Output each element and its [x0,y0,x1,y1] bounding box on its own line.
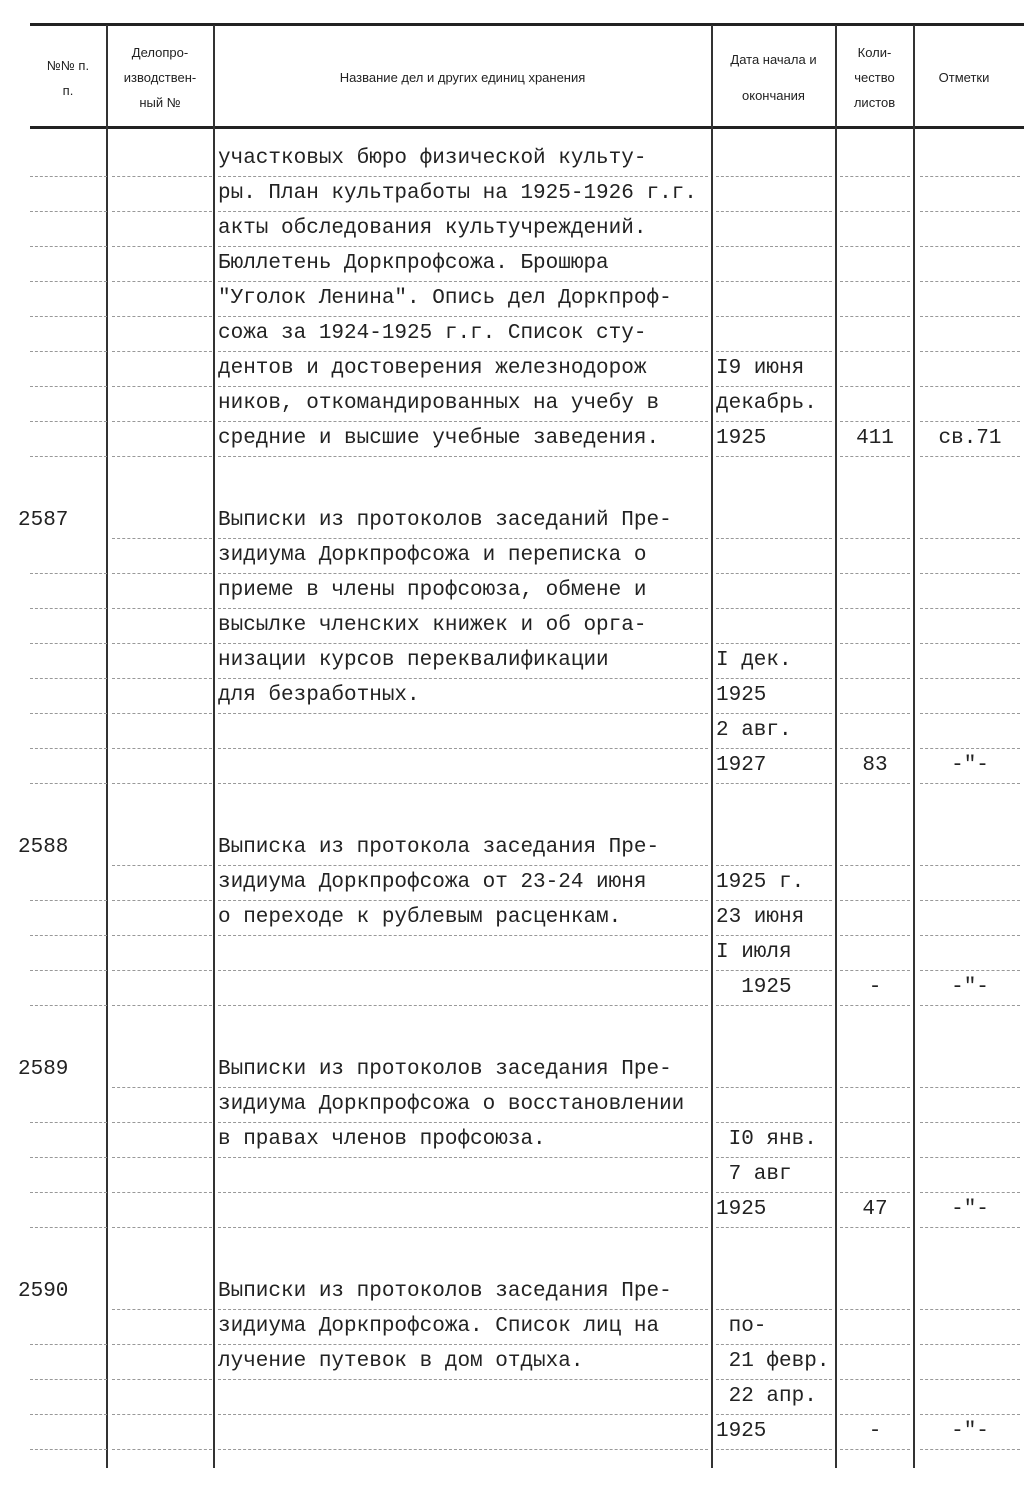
sheets-count [840,644,910,679]
sheets-count [840,177,910,212]
table-row [0,866,1024,901]
notes-cell: -"- [920,749,1020,784]
date-cell: I июля [716,936,832,971]
notes-cell [920,936,1020,971]
table-row [0,247,1024,282]
office-number-cell [112,1380,212,1415]
date-cell [716,1053,832,1088]
table-row [0,504,1024,539]
office-number-cell [112,317,212,352]
header-bottom-rule [30,126,1024,129]
entry-number [30,609,107,644]
date-cell [716,539,832,574]
date-cell: 1927 [716,749,832,784]
table-row [0,971,1024,1006]
date-cell: 7 авг [716,1158,832,1193]
description-line: низации курсов переквалификации [218,644,708,679]
notes-cell [920,539,1020,574]
notes-cell [920,644,1020,679]
entry-number [30,247,107,282]
date-cell: 22 апр. [716,1380,832,1415]
header-office-number [107,30,213,125]
sheets-count [840,1310,910,1345]
office-number-cell [112,901,212,936]
table-row [0,1415,1024,1450]
description-line [218,1158,708,1193]
header-dates-label: Дата начала и окончания [730,51,817,103]
table-row [0,714,1024,749]
notes-cell [920,1123,1020,1158]
table-row [0,212,1024,247]
table-row [0,936,1024,971]
sheets-count [840,212,910,247]
office-number-cell [112,831,212,866]
notes-cell [920,1380,1020,1415]
office-number-cell [112,971,212,1006]
sheets-count [840,142,910,177]
sheets-count [840,714,910,749]
date-cell [716,282,832,317]
notes-cell [920,1053,1020,1088]
entry-number [30,1345,107,1380]
date-cell: I0 янв. [716,1123,832,1158]
entry-number [30,1380,107,1415]
description-line [218,1380,708,1415]
table-row [0,1193,1024,1228]
description-line: средние и высшие учебные заведения. [218,422,708,457]
office-number-cell [112,422,212,457]
office-number-cell [112,212,212,247]
inventory-entry [0,831,1024,1006]
date-cell: декабрь. [716,387,832,422]
description-line: Выписки из протоколов заседания Пре- [218,1053,708,1088]
header-sheets-label: Коли- чество листов [853,45,896,110]
entry-number [30,1158,107,1193]
date-cell: 1925 [716,971,832,1006]
entry-number [30,901,107,936]
table-row [0,1275,1024,1310]
office-number-cell [112,644,212,679]
notes-cell: св.71 [920,422,1020,457]
notes-cell [920,679,1020,714]
table-row [0,317,1024,352]
sheets-count [840,504,910,539]
entry-number [30,866,107,901]
entry-number [30,971,107,1006]
description-line [218,714,708,749]
table-row [0,679,1024,714]
entry-number: 2587 [18,509,69,532]
inventory-entry [0,142,1024,457]
description-line: Выписки из протоколов заседания Пре- [218,1275,708,1310]
notes-cell [920,609,1020,644]
date-cell [716,212,832,247]
date-cell: 21 февр. [716,1345,832,1380]
sheets-count [840,1123,910,1158]
header-number [30,30,106,125]
header-number-label: №№ п. п. [46,57,90,98]
header-title-label: Название дел и других единиц хранения [339,70,586,85]
office-number-cell [112,142,212,177]
sheets-count [840,609,910,644]
sheets-count [840,282,910,317]
date-cell: 23 июня [716,901,832,936]
sheets-count: 47 [840,1193,910,1228]
table-row [0,387,1024,422]
sheets-count: - [840,1415,910,1450]
header-title [214,30,711,125]
table-row [0,1310,1024,1345]
notes-cell [920,1088,1020,1123]
office-number-cell [112,936,212,971]
header-dates [712,30,835,125]
date-cell [716,142,832,177]
sheets-count [840,574,910,609]
description-line: высылке членских книжек и об орга- [218,609,708,644]
description-line: зидиума Доркпрофсожа от 23-24 июня [218,866,708,901]
date-cell [716,609,832,644]
date-cell: 1925 [716,1193,832,1228]
office-number-cell [112,714,212,749]
header-notes [914,30,1014,125]
description-line: Выписки из протоколов заседаний Пре- [218,504,708,539]
office-number-cell [112,539,212,574]
sheets-count [840,352,910,387]
date-cell: 1925 [716,422,832,457]
entry-number [30,142,107,177]
sheets-count [840,679,910,714]
description-line: зидиума Доркпрофсожа о восстановлении [218,1088,708,1123]
description-line: в правах членов профсоюза. [218,1123,708,1158]
office-number-cell [112,1275,212,1310]
description-line: для безработных. [218,679,708,714]
date-cell: по- [716,1310,832,1345]
table-row [0,1088,1024,1123]
office-number-cell [112,352,212,387]
office-number-cell [112,1415,212,1450]
office-number-cell [112,609,212,644]
notes-cell [920,714,1020,749]
date-cell [716,317,832,352]
office-number-cell [112,866,212,901]
office-number-cell [112,1088,212,1123]
date-cell: 1925 г. [716,866,832,901]
header-notes-label: Отметки [938,70,990,85]
header-office-number-label: Делопро- изводствен- ный № [123,45,197,110]
office-number-cell [112,574,212,609]
entry-number [30,1415,107,1450]
description-line [218,936,708,971]
sheets-count [840,1088,910,1123]
notes-cell [920,212,1020,247]
entry-number [30,574,107,609]
description-line: "Уголок Ленина". Опись дел Доркпроф- [218,282,708,317]
notes-cell [920,352,1020,387]
sheets-count: 411 [840,422,910,457]
inventory-body [0,142,1024,1497]
notes-cell: -"- [920,1193,1020,1228]
date-cell: 1925 [716,679,832,714]
description-line [218,1193,708,1228]
table-row [0,352,1024,387]
entry-number [30,679,107,714]
notes-cell [920,1345,1020,1380]
entry-number [30,1123,107,1158]
description-line: ры. План культработы на 1925-1926 г.г. [218,177,708,212]
entry-number [30,1310,107,1345]
table-row [0,574,1024,609]
sheets-count [840,1053,910,1088]
office-number-cell [112,1345,212,1380]
notes-cell [920,177,1020,212]
table-row [0,901,1024,936]
table-row [0,749,1024,784]
date-cell: 1925 [716,1415,832,1450]
date-cell [716,1275,832,1310]
entry-number: 2588 [18,836,69,859]
description-line [218,1415,708,1450]
description-line: ников, откомандированных на учебу в [218,387,708,422]
table-row [0,142,1024,177]
entry-number [30,539,107,574]
sheets-count [840,1158,910,1193]
table-row [0,1053,1024,1088]
notes-cell [920,282,1020,317]
office-number-cell [112,1193,212,1228]
sheets-count [840,1380,910,1415]
sheets-count [840,901,910,936]
notes-cell: -"- [920,1415,1020,1450]
description-line [218,749,708,784]
entry-number [30,177,107,212]
notes-cell: -"- [920,971,1020,1006]
sheets-count [840,1345,910,1380]
date-cell: 2 авг. [716,714,832,749]
notes-cell [920,574,1020,609]
notes-cell [920,387,1020,422]
description-line: зидиума Доркпрофсожа. Список лиц на [218,1310,708,1345]
inventory-entry [0,1053,1024,1228]
office-number-cell [112,504,212,539]
office-number-cell [112,247,212,282]
description-line: сожа за 1924-1925 г.г. Список сту- [218,317,708,352]
table-row [0,1123,1024,1158]
description-line: о переходе к рублевым расценкам. [218,901,708,936]
office-number-cell [112,1053,212,1088]
notes-cell [920,901,1020,936]
office-number-cell [112,387,212,422]
date-cell: I дек. [716,644,832,679]
inventory-entry [0,1275,1024,1450]
table-row [0,831,1024,866]
notes-cell [920,317,1020,352]
description-line [218,971,708,1006]
sheets-count: 83 [840,749,910,784]
sheets-count [840,866,910,901]
inventory-entry [0,504,1024,784]
description-line: участковых бюро физической культу- [218,142,708,177]
sheets-count [840,247,910,282]
office-number-cell [112,177,212,212]
entry-number [30,714,107,749]
entry-number [30,1193,107,1228]
entry-number [30,749,107,784]
entry-number [30,644,107,679]
date-cell [716,831,832,866]
entry-number [30,387,107,422]
entry-number [30,422,107,457]
date-cell: I9 июня [716,352,832,387]
description-line: Бюллетень Доркпрофсожа. Брошюра [218,247,708,282]
sheets-count [840,1275,910,1310]
sheets-count [840,831,910,866]
description-line: дентов и достоверения железнодорож [218,352,708,387]
notes-cell [920,1310,1020,1345]
date-cell [716,574,832,609]
sheets-count [840,387,910,422]
entry-number: 2589 [18,1058,69,1081]
table-row [0,422,1024,457]
sheets-count [840,317,910,352]
notes-cell [920,247,1020,282]
entry-number [30,317,107,352]
header-sheets [836,30,913,125]
sheets-count: - [840,971,910,1006]
description-line: лучение путевок в дом отдыха. [218,1345,708,1380]
sheets-count [840,936,910,971]
entry-number [30,936,107,971]
table-row [0,1380,1024,1415]
office-number-cell [112,1158,212,1193]
date-cell [716,247,832,282]
date-cell [716,177,832,212]
office-number-cell [112,1123,212,1158]
notes-cell [920,1275,1020,1310]
description-line: зидиума Доркпрофсожа и переписка о [218,539,708,574]
sheets-count [840,539,910,574]
description-line: Выписка из протокола заседания Пре- [218,831,708,866]
table-row [0,1345,1024,1380]
notes-cell [920,504,1020,539]
description-line: приеме в члены профсоюза, обмене и [218,574,708,609]
notes-cell [920,142,1020,177]
date-cell [716,504,832,539]
table-row [0,609,1024,644]
notes-cell [920,866,1020,901]
office-number-cell [112,749,212,784]
office-number-cell [112,679,212,714]
table-row [0,539,1024,574]
table-row [0,1158,1024,1193]
entry-number: 2590 [18,1280,69,1303]
table-row [0,177,1024,212]
entry-number [30,282,107,317]
office-number-cell [112,1310,212,1345]
notes-cell [920,1158,1020,1193]
office-number-cell [112,282,212,317]
notes-cell [920,831,1020,866]
table-row [0,644,1024,679]
entry-number [30,352,107,387]
table-row [0,282,1024,317]
entry-number [30,212,107,247]
date-cell [716,1088,832,1123]
header-top-rule [30,23,1024,26]
entry-number [30,1088,107,1123]
description-line: акты обследования культучреждений. [218,212,708,247]
